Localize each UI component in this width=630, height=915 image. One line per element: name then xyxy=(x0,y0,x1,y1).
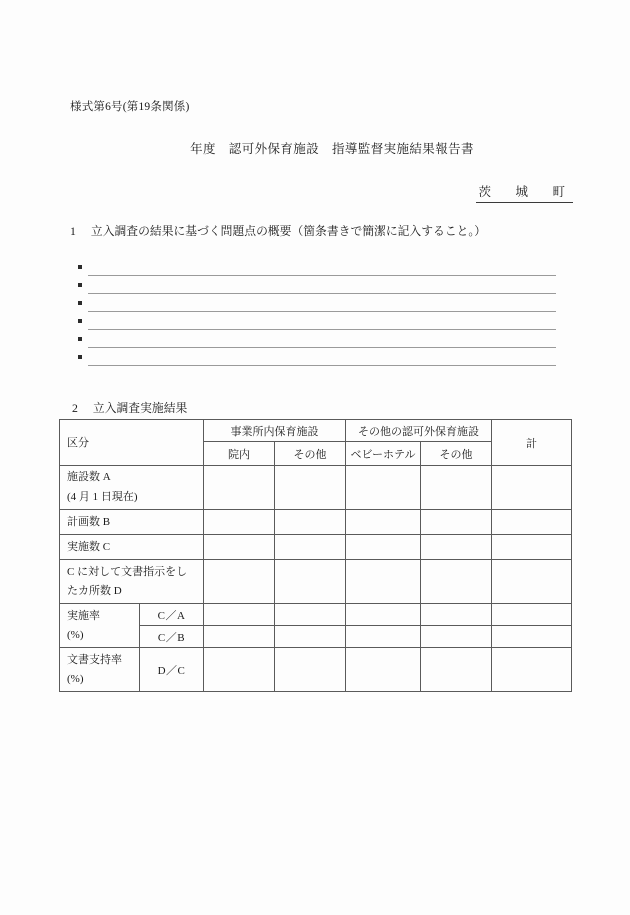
bullet-square-icon xyxy=(78,301,82,305)
header-group-other: その他の認可外保育施設 xyxy=(346,420,492,442)
row-label-line: 計画数 B xyxy=(67,516,111,528)
table-row xyxy=(60,648,572,692)
data-cell-total[interactable] xyxy=(492,535,572,560)
list-item[interactable] xyxy=(78,316,556,334)
row-label-line: 文書支持率 xyxy=(67,653,122,666)
table-row xyxy=(60,466,572,510)
data-cell[interactable] xyxy=(275,535,346,560)
data-cell[interactable] xyxy=(275,604,346,626)
data-cell[interactable] xyxy=(346,560,421,604)
section-2-heading xyxy=(72,399,187,416)
data-cell[interactable] xyxy=(346,604,421,626)
row-label-implemented-c xyxy=(60,535,204,560)
header-sub-innai: 院内 xyxy=(204,442,275,466)
bullet-square-icon xyxy=(78,319,82,323)
row-label-planned-b xyxy=(60,510,204,535)
bullet-square-icon xyxy=(78,283,82,287)
list-item[interactable] xyxy=(78,298,556,316)
row-label-line: 実施率 xyxy=(67,609,100,622)
data-cell[interactable] xyxy=(346,626,421,648)
header-group-workplace: 事業所内保育施設 xyxy=(204,420,346,442)
data-cell[interactable] xyxy=(204,626,275,648)
data-cell-total[interactable] xyxy=(492,560,572,604)
form-number: 様式第6号(第19条関係) xyxy=(70,101,190,113)
header-kubun-label: 区分 xyxy=(67,436,89,449)
bullet-square-icon xyxy=(78,337,82,341)
header-sub-workplace-other: その他 xyxy=(275,442,346,466)
write-in-rule[interactable] xyxy=(88,275,556,276)
row-label-line: (%) xyxy=(67,672,84,685)
data-cell[interactable] xyxy=(275,626,346,648)
section-1-heading-text: 立入調査の結果に基づく問題点の概要（箇条書きで簡潔に記入すること。） xyxy=(90,224,487,238)
data-cell[interactable] xyxy=(204,510,275,535)
data-cell[interactable] xyxy=(204,560,275,604)
formula-cell-c-over-a: C／A xyxy=(140,604,204,626)
header-cell-total: 計 xyxy=(492,420,572,466)
list-item[interactable] xyxy=(78,334,556,352)
section-2-heading-text: 立入調査実施結果 xyxy=(92,401,188,415)
inspection-results-table xyxy=(59,419,572,692)
data-cell[interactable] xyxy=(421,466,492,510)
data-cell[interactable] xyxy=(421,535,492,560)
table-row xyxy=(60,604,572,626)
section-2-number: 2 xyxy=(72,401,78,415)
row-label-line: たカ所数 D xyxy=(67,584,122,597)
header-sub-other-other: その他 xyxy=(421,442,492,466)
list-item[interactable] xyxy=(78,262,556,280)
row-label-line: (%) xyxy=(67,628,84,641)
row-label-line: 実施数 C xyxy=(67,541,111,554)
data-cell[interactable] xyxy=(421,604,492,626)
data-cell[interactable] xyxy=(346,510,421,535)
table-row xyxy=(60,535,572,560)
data-cell[interactable] xyxy=(275,648,346,692)
formula-cell-c-over-b: C／B xyxy=(140,626,204,648)
list-item[interactable] xyxy=(78,352,556,370)
write-in-rule[interactable] xyxy=(88,329,556,330)
table-header-row-groups xyxy=(60,420,572,442)
data-cell[interactable] xyxy=(421,648,492,692)
write-in-rule[interactable] xyxy=(88,293,556,294)
row-label-line: 施設数 A xyxy=(67,471,111,484)
bullet-square-icon xyxy=(78,265,82,269)
row-label-facilities-a xyxy=(60,466,204,510)
write-in-rule[interactable] xyxy=(88,347,556,348)
data-cell-total[interactable] xyxy=(492,466,572,510)
data-cell[interactable] xyxy=(204,604,275,626)
data-cell[interactable] xyxy=(346,648,421,692)
data-cell[interactable] xyxy=(346,466,421,510)
table-row xyxy=(60,510,572,535)
row-label-implementation-rate xyxy=(60,604,140,648)
list-item[interactable] xyxy=(78,280,556,298)
data-cell[interactable] xyxy=(204,466,275,510)
data-cell[interactable] xyxy=(275,510,346,535)
data-cell[interactable] xyxy=(204,648,275,692)
write-in-rule[interactable] xyxy=(88,311,556,312)
data-cell[interactable] xyxy=(421,560,492,604)
row-label-line: C に対して文書指示をし xyxy=(67,565,188,578)
data-cell-total[interactable] xyxy=(492,510,572,535)
data-cell[interactable] xyxy=(346,535,421,560)
data-cell-total[interactable] xyxy=(492,648,572,692)
section-1-heading xyxy=(70,222,486,239)
row-label-line: (4 月 1 日現在) xyxy=(67,490,138,503)
header-sub-baby-hotel: ベビーホテル xyxy=(346,442,421,466)
bullet-square-icon xyxy=(78,355,82,359)
header-cell-kubun xyxy=(60,420,204,466)
data-cell-total[interactable] xyxy=(492,604,572,626)
write-in-rule[interactable] xyxy=(88,365,556,366)
formula-cell-d-over-c: D／C xyxy=(140,648,204,692)
problem-summary-lines xyxy=(78,262,556,370)
row-label-document-support-rate xyxy=(60,648,140,692)
issuer-name: 茨 城 町 xyxy=(476,182,573,203)
data-cell[interactable] xyxy=(275,560,346,604)
data-cell[interactable] xyxy=(204,535,275,560)
table-row xyxy=(60,560,572,604)
document-title: 年度 認可外保育施設 指導監督実施結果報告書 xyxy=(190,142,474,156)
data-cell[interactable] xyxy=(275,466,346,510)
data-cell-total[interactable] xyxy=(492,626,572,648)
data-cell[interactable] xyxy=(421,510,492,535)
row-label-written-instruction-d xyxy=(60,560,204,604)
data-cell[interactable] xyxy=(421,626,492,648)
section-1-number: 1 xyxy=(70,224,76,238)
